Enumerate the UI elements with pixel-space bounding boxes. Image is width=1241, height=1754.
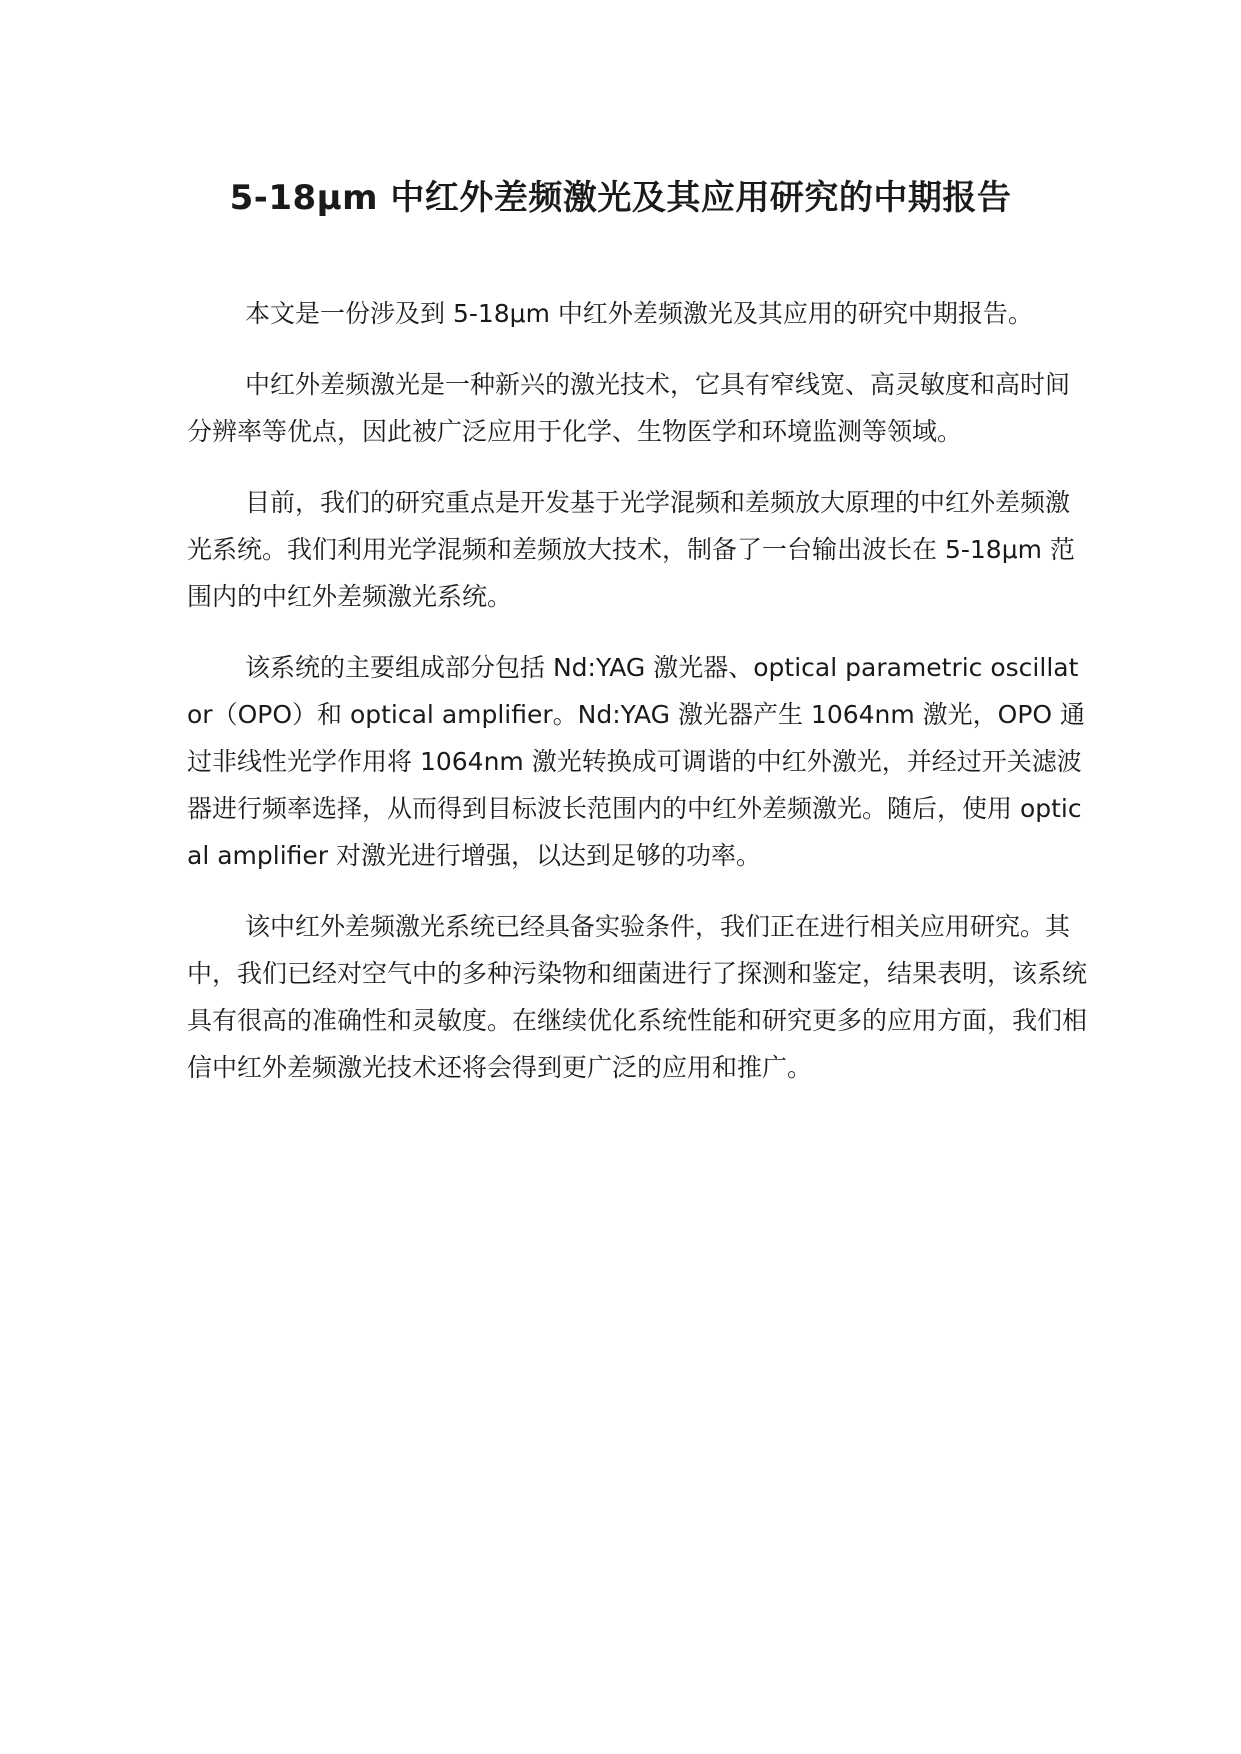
paragraph-research-focus: 目前，我们的研究重点是开发基于光学混频和差频放大原理的中红外差频激光系统。我们利用光学混频和差频放大技术，制备了一台输出波长在 5-18μm 范围内的中红外差频激光系统。 <box>187 488 1075 611</box>
paragraph-background: 中红外差频激光是一种新兴的激光技术，它具有窄线宽、高灵敏度和高时间分辨率等优点，因此被广泛应用于化学、生物医学和环境监测等领域。 <box>187 370 1071 446</box>
document-title: 5-18μm 中红外差频激光及其应用研究的中期报告 <box>229 178 1012 218</box>
paragraph-system-components: 该系统的主要组成部分包括 Nd:YAG 激光器、optical parametric oscillator（OPO）和 optical amplifier。Nd:YAG 激光器产生 1064nm 激光，OPO 通过非线性光学作用将 1064nm 激光转换成可调谐的中红外激光，并经过开关滤波器进行频率选择，从而得到目标波长范围内的中红外差频激光。随后，使用 optical amplifier 对激光进行增强，以达到足够的功率。 <box>187 653 1086 870</box>
paragraph-applications: 该中红外差频激光系统已经具备实验条件，我们正在进行相关应用研究。其中，我们已经对空气中的多种污染物和细菌进行了探测和鉴定，结果表明，该系统具有很高的准确性和灵敏度。在继续优化系统性能和研究更多的应用方面，我们相信中红外差频激光技术还将会得到更广泛的应用和推广。 <box>187 912 1088 1082</box>
document-body <box>187 290 1087 1115</box>
paragraph-intro: 本文是一份涉及到 5-18μm 中红外差频激光及其应用的研究中期报告。 <box>245 299 1033 328</box>
